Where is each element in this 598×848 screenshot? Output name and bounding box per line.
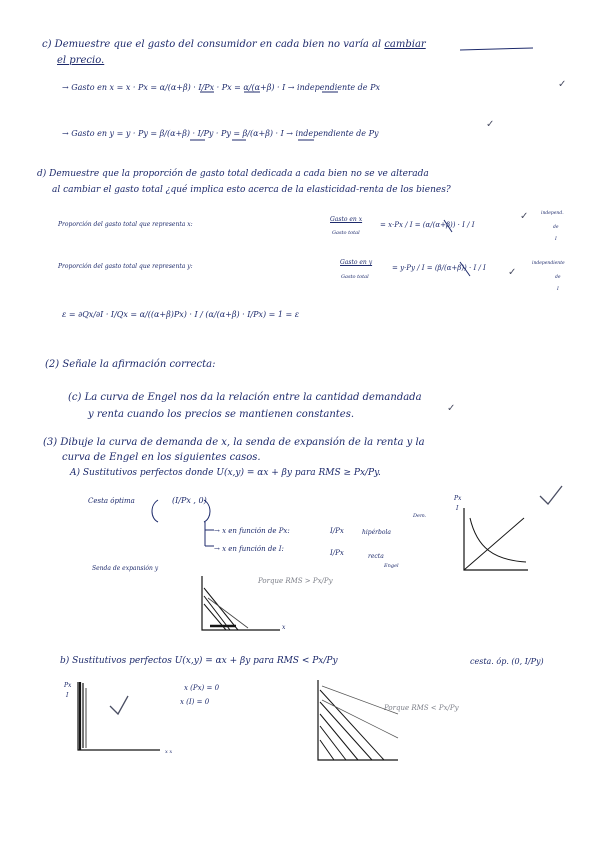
fn-px-hiperbola: hipérbola <box>362 529 391 536</box>
prop-y-eq: = y·Py / I = (β/(α+β)) · I / I <box>392 264 486 272</box>
checkmark-icon: ✓ <box>558 79 567 90</box>
graph-a-expansion <box>202 576 280 630</box>
prop-y-frac-bot: Gasto total <box>341 274 369 280</box>
question-2: (2) Señale la afirmación correcta: <box>45 359 216 370</box>
porque-a-note: Porque RMS > Px/Py <box>258 577 333 585</box>
x-i-zero: x (I) = 0 <box>180 698 210 706</box>
axis-i-label: I <box>456 505 459 512</box>
case-b-title: b) Sustitutivos perfectos U(x,y) = αx + βy para RMS < Px/Py <box>60 656 338 666</box>
prop-x-frac-bot: Gasto total <box>332 230 360 236</box>
question-c-line1: c) Demuestre que el gasto del consumidor en cada bien no varía al cambiar <box>42 39 426 50</box>
axis-px-label-b: Px <box>64 682 72 689</box>
question-d-line2: al cambiar el gasto total ¿qué implica esto acerca de la elasticidad-renta de los bienes? <box>52 185 451 195</box>
engel-label: Engel <box>384 563 399 569</box>
senda-label: Senda de expansión y <box>92 565 159 572</box>
graph-a-demand-engel <box>464 508 528 570</box>
fn-i-label: → x en función de I: <box>214 545 284 553</box>
graph-b-demand <box>78 682 160 750</box>
porque-b-note: Porque RMS < Px/Py <box>384 704 459 712</box>
prop-y-label: Proporción del gasto total que representa y: <box>58 263 193 270</box>
answer-line1: (c) La curva de Engel nos da la relación entre la cantidad demandada <box>68 392 422 403</box>
cesta-b: cesta. óp. (0, I/Py) <box>470 657 544 666</box>
fn-i-recta: recta <box>368 553 384 560</box>
prop-y-note-2: de <box>555 275 561 280</box>
prop-y-note-1: independiente <box>532 261 565 266</box>
case-a-title: A) Sustitutivos perfectos donde U(x,y) = αx + βy para RMS ≥ Px/Py. <box>70 468 381 478</box>
axis-x-label: x <box>282 624 286 631</box>
checkmark-icon: ✓ <box>508 267 517 278</box>
answer-line2: y renta cuando los precios se mantienen constantes. <box>88 409 355 420</box>
prop-y-frac-top: Gasto en y <box>340 259 373 266</box>
elasticity-equation: ε = ∂Qx/∂I · I/Qx = α/((α+β)Px) · I / (α/(α+β) · I/Px) = 1 = ε <box>62 310 300 319</box>
checkmark-icon: ✓ <box>520 211 529 222</box>
fn-px-value: I/Px <box>330 527 344 535</box>
graph-b-expansion <box>318 680 398 760</box>
question-c-line2: el precio. <box>57 55 105 66</box>
question-3-line2: curva de Engel en los siguientes casos. <box>62 452 261 463</box>
prop-x-frac-top: Gasto en x <box>330 216 363 223</box>
cesta-value: (I/Px , 0) <box>172 496 207 505</box>
prop-x-label: Proporción del gasto total que representa x: <box>58 221 193 228</box>
axis-i-label-b: I <box>66 692 69 699</box>
prop-x-note-2: de <box>553 225 559 230</box>
x-px-zero: x (Px) = 0 <box>184 684 220 692</box>
gasto-x-equation: → Gasto en x = x · Px = α/(α+β) · I/Px · Px = α/(α+β) · I → independiente de Px <box>62 83 380 92</box>
prop-x-eq: = x·Px / I = (α/(α+β)) · I / I <box>380 221 475 229</box>
prop-x-note-3: I <box>555 237 557 242</box>
cesta-label: Cesta óptima <box>88 497 135 505</box>
gasto-y-equation: → Gasto en y = y · Py = β/(α+β) · I/Py · Py = β/(α+β) · I → independiente de Py <box>62 129 379 138</box>
checkmark-icon: ✓ <box>447 403 456 414</box>
dem-label: Dem. <box>413 513 427 519</box>
checkmark-icon: ✓ <box>486 119 495 130</box>
question-3-line1: (3) Dibuje la curva de demanda de x, la senda de expansión de la renta y la <box>43 437 425 448</box>
question-d-line1: d) Demuestre que la proporción de gasto total dedicada a cada bien no se ve alterada <box>37 169 429 179</box>
prop-y-note-3: I <box>557 287 559 292</box>
fn-px-label: → x en función de Px: <box>214 527 290 535</box>
axis-xx-label: x x <box>165 749 173 755</box>
prop-x-note-1: independ. <box>541 211 564 216</box>
axis-px-label: Px <box>454 495 462 502</box>
fn-i-value: I/Px <box>330 549 344 557</box>
